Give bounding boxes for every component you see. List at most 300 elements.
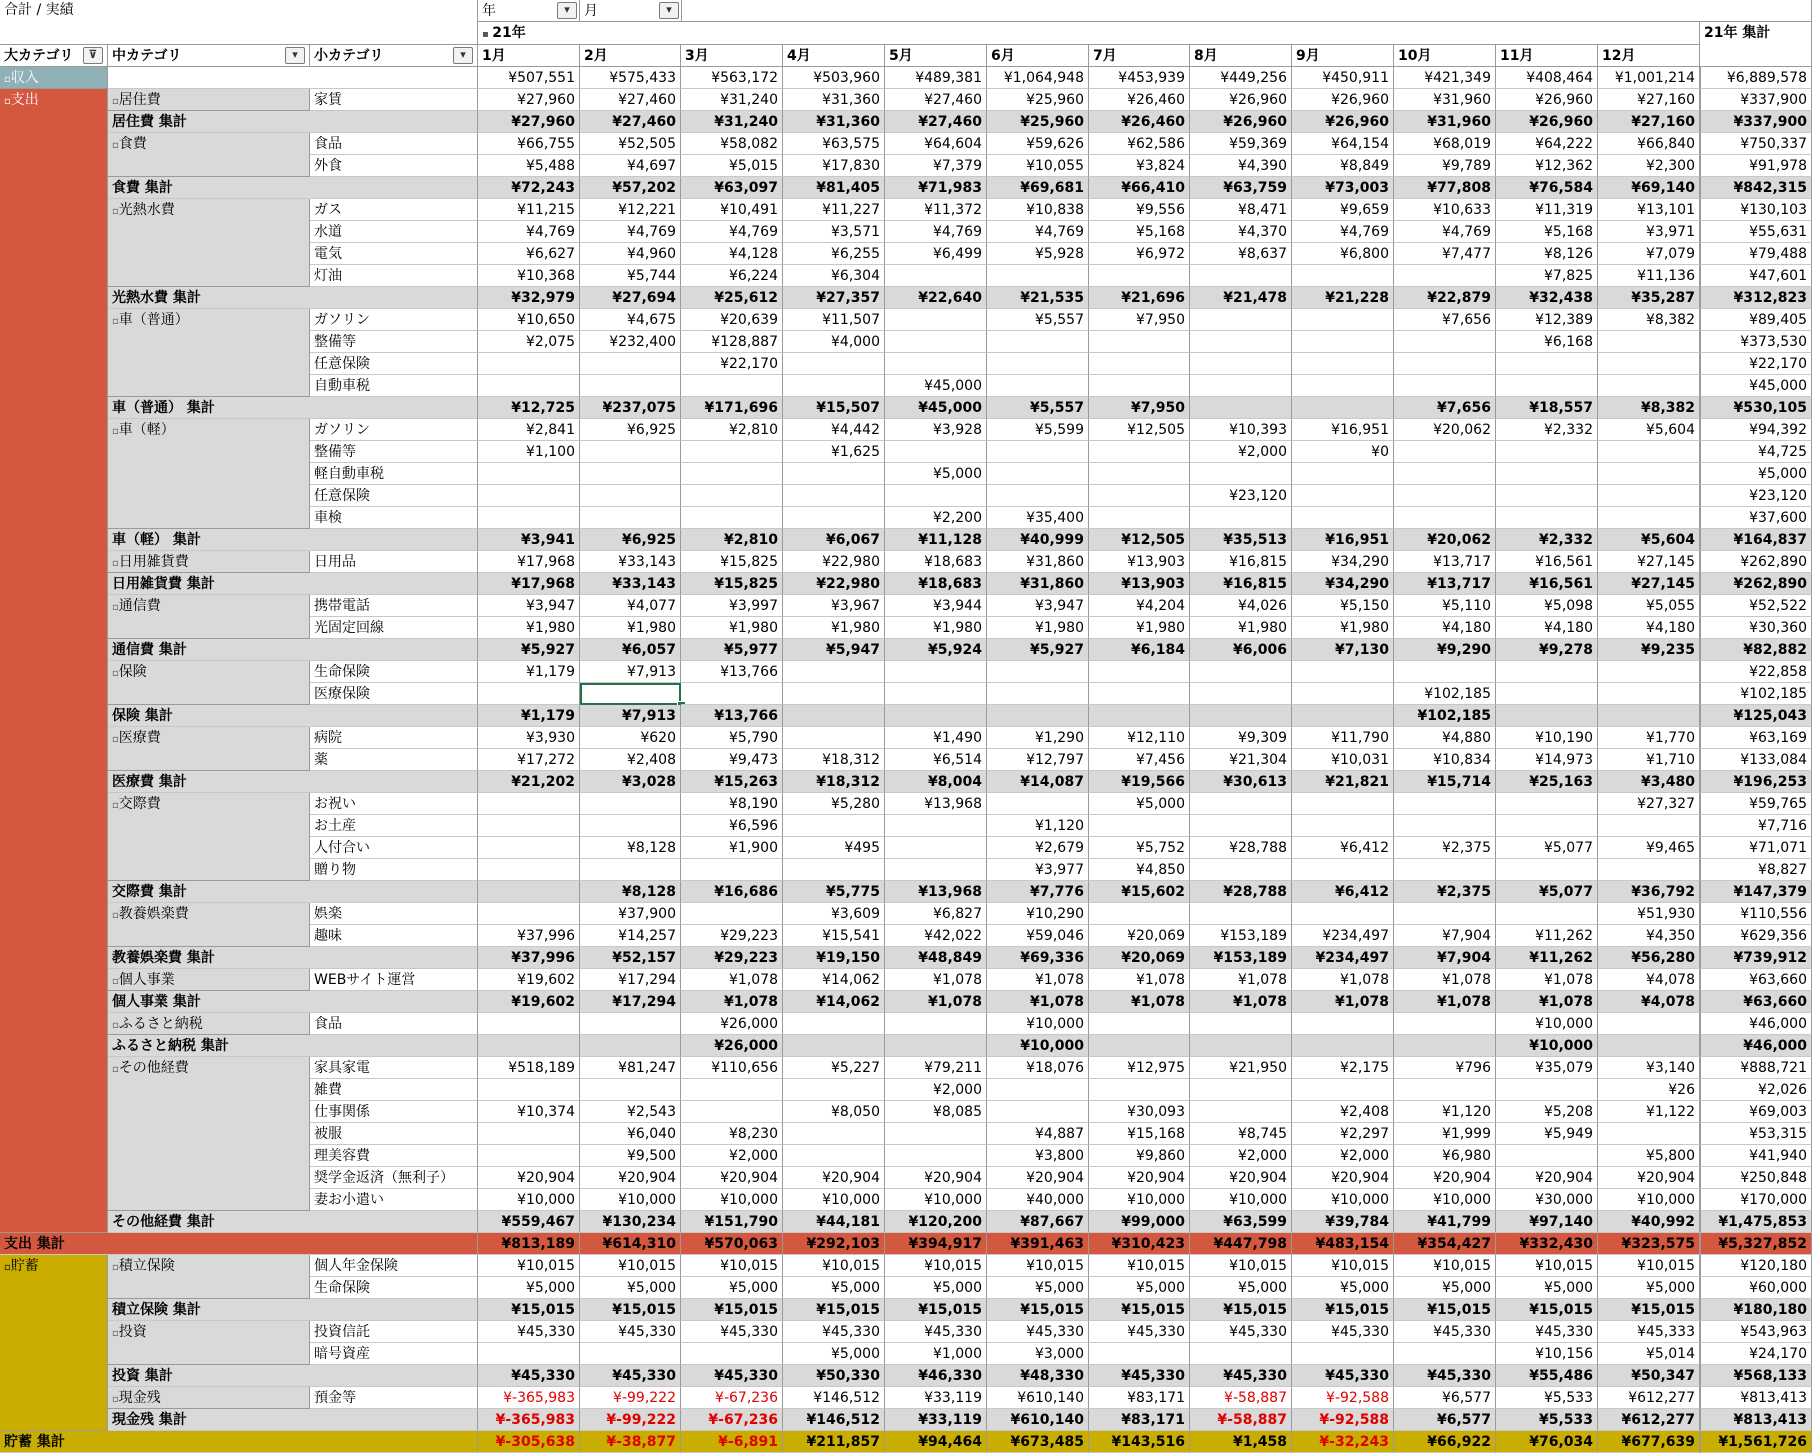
value-cell[interactable]: ¥27,160 xyxy=(1598,111,1700,133)
value-cell[interactable]: ¥5,150 xyxy=(1292,595,1394,617)
value-cell[interactable] xyxy=(987,463,1089,485)
value-cell[interactable]: ¥25,960 xyxy=(987,89,1089,111)
value-cell[interactable]: ¥4,180 xyxy=(1496,617,1598,639)
value-cell[interactable]: ¥6,980 xyxy=(1394,1145,1496,1167)
value-cell[interactable]: ¥5,077 xyxy=(1496,837,1598,859)
value-cell[interactable]: ¥79,211 xyxy=(885,1057,987,1079)
value-cell[interactable]: ¥17,294 xyxy=(580,991,681,1013)
value-cell[interactable]: ¥10,190 xyxy=(1496,727,1598,749)
value-cell[interactable]: ¥10,633 xyxy=(1394,199,1496,221)
value-cell[interactable]: ¥1,078 xyxy=(885,991,987,1013)
value-cell[interactable]: ¥21,228 xyxy=(1292,287,1394,309)
value-cell[interactable]: ¥-92,588 xyxy=(1292,1409,1394,1431)
expand-icon[interactable]: ▫ xyxy=(112,1262,119,1273)
value-cell[interactable] xyxy=(580,815,681,837)
value-cell[interactable]: ¥45,330 xyxy=(681,1365,783,1387)
value-cell[interactable]: ¥13,903 xyxy=(1089,573,1190,595)
minor-category-cell[interactable]: 灯油 xyxy=(310,265,478,287)
value-cell[interactable]: ¥37,600 xyxy=(1700,507,1812,529)
value-cell[interactable]: ¥151,790 xyxy=(681,1211,783,1233)
value-cell[interactable]: ¥69,681 xyxy=(987,177,1089,199)
value-cell[interactable] xyxy=(1598,859,1700,881)
value-cell[interactable]: ¥4,769 xyxy=(1292,221,1394,243)
value-cell[interactable] xyxy=(1598,1035,1700,1057)
value-cell[interactable]: ¥20,904 xyxy=(681,1167,783,1189)
value-cell[interactable]: ¥3,028 xyxy=(580,771,681,793)
value-cell[interactable]: ¥26,960 xyxy=(1496,89,1598,111)
value-cell[interactable] xyxy=(478,683,580,705)
value-cell[interactable]: ¥6,596 xyxy=(681,815,783,837)
major-total-label[interactable]: 支出 集計 xyxy=(0,1233,478,1255)
value-cell[interactable]: ¥45,330 xyxy=(1089,1321,1190,1343)
value-cell[interactable]: ¥7,379 xyxy=(885,155,987,177)
expand-icon[interactable]: ▫ xyxy=(112,910,119,921)
value-cell[interactable]: ¥12,221 xyxy=(580,199,681,221)
value-cell[interactable]: ¥146,512 xyxy=(783,1387,885,1409)
value-cell[interactable]: ¥10,000 xyxy=(987,1013,1089,1035)
minor-category-cell[interactable]: 外食 xyxy=(310,155,478,177)
value-cell[interactable] xyxy=(783,661,885,683)
value-cell[interactable] xyxy=(1292,309,1394,331)
value-cell[interactable] xyxy=(1190,815,1292,837)
value-cell[interactable]: ¥391,463 xyxy=(987,1233,1089,1255)
value-cell[interactable]: ¥739,912 xyxy=(1700,947,1812,969)
value-cell[interactable]: ¥2,375 xyxy=(1394,837,1496,859)
value-cell[interactable]: ¥10,000 xyxy=(1190,1189,1292,1211)
value-cell[interactable] xyxy=(1190,683,1292,705)
value-cell[interactable]: ¥7,477 xyxy=(1394,243,1496,265)
value-cell[interactable] xyxy=(783,815,885,837)
value-cell[interactable] xyxy=(987,265,1089,287)
value-cell[interactable]: ¥4,769 xyxy=(885,221,987,243)
value-cell[interactable] xyxy=(1292,661,1394,683)
value-cell[interactable]: ¥26,960 xyxy=(1190,89,1292,111)
value-cell[interactable] xyxy=(885,661,987,683)
value-cell[interactable] xyxy=(1394,331,1496,353)
value-cell[interactable] xyxy=(1089,463,1190,485)
value-cell[interactable]: ¥64,604 xyxy=(885,133,987,155)
value-cell[interactable]: ¥31,860 xyxy=(987,573,1089,595)
value-cell[interactable]: ¥5,000 xyxy=(1190,1277,1292,1299)
value-cell[interactable]: ¥10,015 xyxy=(580,1255,681,1277)
value-cell[interactable]: ¥3,967 xyxy=(783,595,885,617)
value-cell[interactable]: ¥-92,588 xyxy=(1292,1387,1394,1409)
value-cell[interactable]: ¥5,928 xyxy=(987,243,1089,265)
value-cell[interactable]: ¥1,290 xyxy=(987,727,1089,749)
minor-category-cell[interactable]: WEBサイト運営 xyxy=(310,969,478,991)
expand-icon[interactable]: ▫ xyxy=(112,206,119,217)
value-cell[interactable] xyxy=(1292,1035,1394,1057)
value-cell[interactable]: ¥2,408 xyxy=(580,749,681,771)
value-cell[interactable]: ¥-305,638 xyxy=(478,1431,580,1453)
value-cell[interactable]: ¥2,810 xyxy=(681,419,783,441)
value-cell[interactable] xyxy=(1190,903,1292,925)
value-cell[interactable] xyxy=(580,1079,681,1101)
value-cell[interactable]: ¥35,513 xyxy=(1190,529,1292,551)
value-cell[interactable]: ¥310,423 xyxy=(1089,1233,1190,1255)
value-cell[interactable]: ¥3,824 xyxy=(1089,155,1190,177)
minor-category-cell[interactable]: 食品 xyxy=(310,133,478,155)
value-cell[interactable]: ¥11,319 xyxy=(1496,199,1598,221)
mid-category-cell[interactable] xyxy=(108,1057,310,1211)
major-cell[interactable] xyxy=(0,89,108,1233)
filter-applied-icon[interactable]: ⊽ xyxy=(83,47,103,64)
value-cell[interactable]: ¥45,330 xyxy=(478,1365,580,1387)
value-cell[interactable] xyxy=(885,1123,987,1145)
value-cell[interactable]: ¥56,280 xyxy=(1598,947,1700,969)
value-cell[interactable]: ¥15,602 xyxy=(1089,881,1190,903)
value-cell[interactable]: ¥35,287 xyxy=(1598,287,1700,309)
value-cell[interactable]: ¥45,330 xyxy=(478,1321,580,1343)
value-cell[interactable] xyxy=(1394,815,1496,837)
value-cell[interactable]: ¥15,263 xyxy=(681,771,783,793)
value-cell[interactable] xyxy=(580,441,681,463)
value-cell[interactable]: ¥13,968 xyxy=(885,793,987,815)
value-cell[interactable]: ¥153,189 xyxy=(1190,947,1292,969)
value-cell[interactable]: ¥26,960 xyxy=(1292,111,1394,133)
value-cell[interactable]: ¥46,330 xyxy=(885,1365,987,1387)
value-cell[interactable]: ¥31,240 xyxy=(681,89,783,111)
value-cell[interactable]: ¥9,278 xyxy=(1496,639,1598,661)
minor-category-cell[interactable]: 食品 xyxy=(310,1013,478,1035)
value-cell[interactable] xyxy=(478,881,580,903)
value-cell[interactable]: ¥21,304 xyxy=(1190,749,1292,771)
value-cell[interactable]: ¥7,656 xyxy=(1394,309,1496,331)
value-cell[interactable]: ¥4,000 xyxy=(783,331,885,353)
value-cell[interactable] xyxy=(1190,1343,1292,1365)
value-cell[interactable]: ¥66,410 xyxy=(1089,177,1190,199)
value-cell[interactable]: ¥18,683 xyxy=(885,573,987,595)
value-cell[interactable] xyxy=(478,485,580,507)
value-cell[interactable]: ¥39,784 xyxy=(1292,1211,1394,1233)
value-cell[interactable] xyxy=(478,1145,580,1167)
value-cell[interactable]: ¥15,015 xyxy=(783,1299,885,1321)
value-cell[interactable]: ¥8,050 xyxy=(783,1101,885,1123)
minor-category-cell[interactable]: 奨学金返済（無利子） xyxy=(310,1167,478,1189)
value-cell[interactable] xyxy=(1190,375,1292,397)
value-cell[interactable]: ¥5,077 xyxy=(1496,881,1598,903)
minor-category-cell[interactable]: 仕事関係 xyxy=(310,1101,478,1123)
mid-category-cell[interactable] xyxy=(108,793,310,881)
value-cell[interactable]: ¥7,913 xyxy=(580,705,681,727)
month-header[interactable]: 2月 xyxy=(580,45,681,67)
value-cell[interactable]: ¥1,980 xyxy=(987,617,1089,639)
value-cell[interactable]: ¥507,551 xyxy=(478,67,580,89)
value-cell[interactable] xyxy=(987,705,1089,727)
value-cell[interactable]: ¥27,460 xyxy=(580,89,681,111)
value-cell[interactable]: ¥1,980 xyxy=(1190,617,1292,639)
value-cell[interactable]: ¥13,903 xyxy=(1089,551,1190,573)
month-header[interactable]: 8月 xyxy=(1190,45,1292,67)
value-cell[interactable]: ¥63,097 xyxy=(681,177,783,199)
value-cell[interactable]: ¥7,904 xyxy=(1394,947,1496,969)
value-cell[interactable] xyxy=(885,331,987,353)
value-cell[interactable]: ¥26,460 xyxy=(1089,89,1190,111)
value-cell[interactable]: ¥146,512 xyxy=(783,1409,885,1431)
value-cell[interactable]: ¥102,185 xyxy=(1700,683,1812,705)
value-cell[interactable]: ¥10,015 xyxy=(1394,1255,1496,1277)
value-cell[interactable]: ¥1,980 xyxy=(1089,617,1190,639)
value-cell[interactable]: ¥45,330 xyxy=(783,1321,885,1343)
value-cell[interactable]: ¥7,130 xyxy=(1292,639,1394,661)
value-cell[interactable] xyxy=(478,903,580,925)
value-cell[interactable]: ¥48,849 xyxy=(885,947,987,969)
collapse-icon[interactable]: ▪ xyxy=(482,29,493,40)
value-cell[interactable]: ¥10,000 xyxy=(1598,1189,1700,1211)
value-cell[interactable]: ¥52,157 xyxy=(580,947,681,969)
value-cell[interactable] xyxy=(1598,705,1700,727)
subtotal-label[interactable]: 投資 集計 xyxy=(108,1365,478,1387)
value-cell[interactable]: ¥16,951 xyxy=(1292,529,1394,551)
month-header[interactable]: 5月 xyxy=(885,45,987,67)
value-cell[interactable]: ¥22,980 xyxy=(783,573,885,595)
value-cell[interactable]: ¥2,679 xyxy=(987,837,1089,859)
value-cell[interactable]: ¥64,154 xyxy=(1292,133,1394,155)
value-cell[interactable]: ¥60,000 xyxy=(1700,1277,1812,1299)
value-cell[interactable] xyxy=(1496,507,1598,529)
value-cell[interactable]: ¥8,230 xyxy=(681,1123,783,1145)
value-cell[interactable]: ¥45,330 xyxy=(1089,1365,1190,1387)
expand-icon[interactable]: ▫ xyxy=(112,668,119,679)
value-cell[interactable]: ¥13,968 xyxy=(885,881,987,903)
value-cell[interactable]: ¥63,169 xyxy=(1700,727,1812,749)
value-cell[interactable]: ¥5,977 xyxy=(681,639,783,661)
value-cell[interactable]: ¥83,171 xyxy=(1089,1387,1190,1409)
value-cell[interactable] xyxy=(987,375,1089,397)
value-cell[interactable]: ¥46,000 xyxy=(1700,1035,1812,1057)
mid-category-cell[interactable] xyxy=(108,1321,310,1365)
value-cell[interactable]: ¥629,356 xyxy=(1700,925,1812,947)
value-cell[interactable]: ¥37,996 xyxy=(478,947,580,969)
value-cell[interactable] xyxy=(987,441,1089,463)
minor-category-cell[interactable]: 理美容費 xyxy=(310,1145,478,1167)
minor-category-cell[interactable]: 生命保険 xyxy=(310,1277,478,1299)
value-cell[interactable] xyxy=(1496,353,1598,375)
value-cell[interactable]: ¥4,769 xyxy=(987,221,1089,243)
value-cell[interactable]: ¥17,294 xyxy=(580,969,681,991)
value-cell[interactable]: ¥237,075 xyxy=(580,397,681,419)
value-cell[interactable]: ¥1,900 xyxy=(681,837,783,859)
value-cell[interactable]: ¥62,586 xyxy=(1089,133,1190,155)
value-cell[interactable]: ¥5,924 xyxy=(885,639,987,661)
value-cell[interactable]: ¥45,333 xyxy=(1598,1321,1700,1343)
value-cell[interactable]: ¥23,120 xyxy=(1190,485,1292,507)
value-cell[interactable]: ¥87,667 xyxy=(987,1211,1089,1233)
value-cell[interactable] xyxy=(1496,815,1598,837)
value-cell[interactable]: ¥5,168 xyxy=(1496,221,1598,243)
value-cell[interactable]: ¥7,716 xyxy=(1700,815,1812,837)
value-cell[interactable]: ¥30,360 xyxy=(1700,617,1812,639)
value-cell[interactable]: ¥4,769 xyxy=(1394,221,1496,243)
value-cell[interactable] xyxy=(1089,903,1190,925)
value-cell[interactable]: ¥4,442 xyxy=(783,419,885,441)
minor-category-cell[interactable]: 被服 xyxy=(310,1123,478,1145)
value-cell[interactable] xyxy=(783,1035,885,1057)
value-cell[interactable]: ¥27,460 xyxy=(580,111,681,133)
value-cell[interactable]: ¥5,208 xyxy=(1496,1101,1598,1123)
value-cell[interactable]: ¥63,660 xyxy=(1700,991,1812,1013)
value-cell[interactable]: ¥69,140 xyxy=(1598,177,1700,199)
expand-icon[interactable]: ▫ xyxy=(112,1328,119,1339)
value-cell[interactable]: ¥15,015 xyxy=(580,1299,681,1321)
value-cell[interactable] xyxy=(681,903,783,925)
value-cell[interactable]: ¥4,850 xyxy=(1089,859,1190,881)
mid-category-cell[interactable] xyxy=(108,551,310,573)
subtotal-label[interactable]: 光熱水費 集計 xyxy=(108,287,478,309)
value-cell[interactable]: ¥250,848 xyxy=(1700,1167,1812,1189)
value-cell[interactable]: ¥19,602 xyxy=(478,991,580,1013)
value-cell[interactable]: ¥2,200 xyxy=(885,507,987,529)
value-cell[interactable]: ¥31,860 xyxy=(987,551,1089,573)
value-cell[interactable]: ¥52,522 xyxy=(1700,595,1812,617)
value-cell[interactable]: ¥45,330 xyxy=(1292,1365,1394,1387)
value-cell[interactable] xyxy=(1190,1035,1292,1057)
value-cell[interactable]: ¥12,505 xyxy=(1089,419,1190,441)
value-cell[interactable]: ¥4,204 xyxy=(1089,595,1190,617)
value-cell[interactable]: ¥28,788 xyxy=(1190,837,1292,859)
value-cell[interactable] xyxy=(1598,661,1700,683)
value-cell[interactable]: ¥99,000 xyxy=(1089,1211,1190,1233)
mid-category-cell[interactable] xyxy=(108,1013,310,1035)
value-cell[interactable]: ¥5,557 xyxy=(987,309,1089,331)
value-cell[interactable] xyxy=(1292,1013,1394,1035)
expand-icon[interactable]: ▫ xyxy=(4,74,11,85)
value-cell[interactable]: ¥5,599 xyxy=(987,419,1089,441)
value-cell[interactable]: ¥147,379 xyxy=(1700,881,1812,903)
value-cell[interactable] xyxy=(1496,683,1598,705)
dim-header-1[interactable] xyxy=(108,45,310,67)
value-cell[interactable]: ¥55,486 xyxy=(1496,1365,1598,1387)
value-cell[interactable] xyxy=(681,463,783,485)
value-cell[interactable]: ¥9,465 xyxy=(1598,837,1700,859)
value-cell[interactable]: ¥10,000 xyxy=(1496,1013,1598,1035)
month-header[interactable]: 4月 xyxy=(783,45,885,67)
mid-category-cell[interactable] xyxy=(108,309,310,397)
value-cell[interactable] xyxy=(681,375,783,397)
value-cell[interactable]: ¥610,140 xyxy=(987,1387,1089,1409)
value-cell[interactable] xyxy=(1598,375,1700,397)
subtotal-label[interactable]: 車（軽） 集計 xyxy=(108,529,478,551)
value-cell[interactable]: ¥15,541 xyxy=(783,925,885,947)
value-cell[interactable]: ¥234,497 xyxy=(1292,947,1394,969)
value-cell[interactable]: ¥1,999 xyxy=(1394,1123,1496,1145)
value-cell[interactable]: ¥30,613 xyxy=(1190,771,1292,793)
value-cell[interactable]: ¥31,960 xyxy=(1394,89,1496,111)
value-cell[interactable]: ¥5,790 xyxy=(681,727,783,749)
value-cell[interactable]: ¥8,745 xyxy=(1190,1123,1292,1145)
value-cell[interactable]: ¥2,375 xyxy=(1394,881,1496,903)
value-cell[interactable] xyxy=(478,353,580,375)
value-cell[interactable]: ¥8,128 xyxy=(580,837,681,859)
value-cell[interactable] xyxy=(1394,1079,1496,1101)
major-cell[interactable] xyxy=(0,67,108,89)
value-cell[interactable]: ¥14,062 xyxy=(783,991,885,1013)
expand-icon[interactable]: ▫ xyxy=(112,316,119,327)
value-cell[interactable]: ¥5,949 xyxy=(1496,1123,1598,1145)
value-cell[interactable]: ¥12,389 xyxy=(1496,309,1598,331)
value-cell[interactable] xyxy=(885,837,987,859)
value-cell[interactable] xyxy=(1496,441,1598,463)
value-cell[interactable]: ¥102,185 xyxy=(1394,705,1496,727)
subtotal-label[interactable]: 交際費 集計 xyxy=(108,881,478,903)
value-cell[interactable]: ¥3,480 xyxy=(1598,771,1700,793)
minor-category-cell[interactable]: 暗号資産 xyxy=(310,1343,478,1365)
value-cell[interactable]: ¥3,941 xyxy=(478,529,580,551)
value-cell[interactable]: ¥20,062 xyxy=(1394,419,1496,441)
filter-month-button[interactable]: ▾ xyxy=(659,2,679,19)
value-cell[interactable]: ¥5,000 xyxy=(783,1343,885,1365)
value-cell[interactable] xyxy=(885,265,987,287)
value-cell[interactable]: ¥27,145 xyxy=(1598,551,1700,573)
value-cell[interactable]: ¥4,697 xyxy=(580,155,681,177)
value-cell[interactable] xyxy=(783,1123,885,1145)
value-cell[interactable]: ¥2,175 xyxy=(1292,1057,1394,1079)
subtotal-label[interactable]: 教養娯楽費 集計 xyxy=(108,947,478,969)
value-cell[interactable]: ¥6,972 xyxy=(1089,243,1190,265)
value-cell[interactable]: ¥10,015 xyxy=(1292,1255,1394,1277)
value-cell[interactable]: ¥16,561 xyxy=(1496,573,1598,595)
value-cell[interactable]: ¥4,077 xyxy=(580,595,681,617)
value-cell[interactable] xyxy=(1089,1035,1190,1057)
dim-header-0[interactable] xyxy=(0,45,108,67)
value-cell[interactable]: ¥10,838 xyxy=(987,199,1089,221)
value-cell[interactable]: ¥59,369 xyxy=(1190,133,1292,155)
value-cell[interactable]: ¥79,488 xyxy=(1700,243,1812,265)
value-cell[interactable]: ¥10,000 xyxy=(1089,1189,1190,1211)
value-cell[interactable]: ¥14,087 xyxy=(987,771,1089,793)
value-cell[interactable]: ¥27,327 xyxy=(1598,793,1700,815)
value-cell[interactable] xyxy=(1089,1079,1190,1101)
minor-category-cell[interactable]: 家具家電 xyxy=(310,1057,478,1079)
value-cell[interactable]: ¥10,000 xyxy=(1496,1035,1598,1057)
value-cell[interactable]: ¥15,015 xyxy=(1496,1299,1598,1321)
value-cell[interactable]: ¥4,026 xyxy=(1190,595,1292,617)
value-cell[interactable]: ¥24,170 xyxy=(1700,1343,1812,1365)
value-cell[interactable]: ¥12,797 xyxy=(987,749,1089,771)
value-cell[interactable]: ¥6,255 xyxy=(783,243,885,265)
value-cell[interactable]: ¥483,154 xyxy=(1292,1233,1394,1255)
mid-category-cell[interactable] xyxy=(108,419,310,529)
value-cell[interactable] xyxy=(580,793,681,815)
value-cell[interactable] xyxy=(1496,859,1598,881)
value-cell[interactable]: ¥26,960 xyxy=(1190,111,1292,133)
value-cell[interactable] xyxy=(885,1145,987,1167)
value-cell[interactable] xyxy=(1292,1079,1394,1101)
value-cell[interactable]: ¥22,858 xyxy=(1700,661,1812,683)
value-cell[interactable]: ¥50,330 xyxy=(783,1365,885,1387)
value-cell[interactable]: ¥45,330 xyxy=(885,1321,987,1343)
dropdown-icon[interactable]: ▾ xyxy=(285,47,305,64)
value-cell[interactable]: ¥1,078 xyxy=(1496,991,1598,1013)
value-cell[interactable]: ¥9,860 xyxy=(1089,1145,1190,1167)
value-cell[interactable]: ¥3,930 xyxy=(478,727,580,749)
value-cell[interactable]: ¥82,882 xyxy=(1700,639,1812,661)
value-cell[interactable]: ¥102,185 xyxy=(1394,683,1496,705)
value-cell[interactable]: ¥55,631 xyxy=(1700,221,1812,243)
value-cell[interactable]: ¥1,475,853 xyxy=(1700,1211,1812,1233)
month-header[interactable]: 1月 xyxy=(478,45,580,67)
value-cell[interactable]: ¥3,947 xyxy=(478,595,580,617)
value-cell[interactable]: ¥13,766 xyxy=(681,661,783,683)
value-cell[interactable] xyxy=(1496,463,1598,485)
value-cell[interactable]: ¥750,337 xyxy=(1700,133,1812,155)
value-cell[interactable]: ¥110,656 xyxy=(681,1057,783,1079)
value-cell[interactable] xyxy=(1496,375,1598,397)
value-cell[interactable] xyxy=(1190,1101,1292,1123)
value-cell[interactable]: ¥10,000 xyxy=(478,1189,580,1211)
value-cell[interactable]: ¥6,006 xyxy=(1190,639,1292,661)
value-cell[interactable] xyxy=(783,727,885,749)
